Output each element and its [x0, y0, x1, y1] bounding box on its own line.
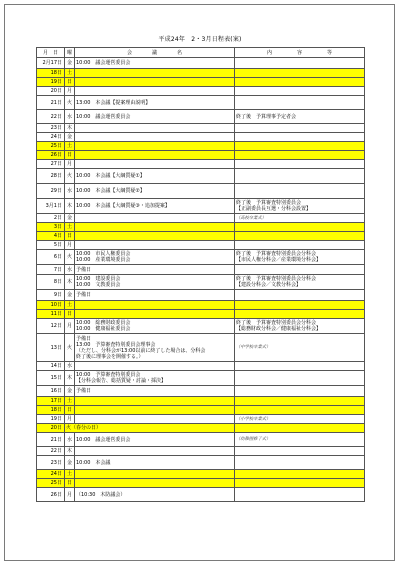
- row-date: 24日: [37, 133, 65, 142]
- row-date: 23日: [37, 456, 65, 470]
- row-event: 10:00 予算審査特別委員会 【分科会報告、総括質疑・討論・採決】: [75, 371, 235, 386]
- row-weekday: 火: [65, 250, 75, 265]
- table-row: [37, 87, 365, 96]
- row-date: 9日: [37, 290, 65, 301]
- row-content: [235, 214, 365, 223]
- row-weekday: 月: [65, 415, 75, 424]
- row-weekday: 日: [65, 232, 75, 241]
- table-row: [37, 223, 365, 232]
- row-event: [75, 214, 235, 223]
- row-event: [75, 232, 235, 241]
- row-weekday: 土: [65, 223, 75, 232]
- row-content: [235, 124, 365, 133]
- row-content: [235, 69, 365, 78]
- row-weekday: 水: [65, 265, 75, 275]
- row-content: [235, 397, 365, 406]
- row-content: [235, 479, 365, 488]
- row-weekday: 金: [65, 386, 75, 397]
- table-row: [37, 397, 365, 406]
- row-content: [235, 371, 365, 386]
- row-content-note: （中学校卒業式）: [236, 345, 271, 350]
- row-event: [75, 301, 235, 310]
- table-row: [37, 69, 365, 78]
- row-date: 17日: [37, 397, 65, 406]
- row-date: 20日: [37, 424, 65, 433]
- row-event: [75, 87, 235, 96]
- row-content: [235, 290, 365, 301]
- row-content: [235, 78, 365, 87]
- row-date: 19日: [37, 78, 65, 87]
- row-weekday: 月: [65, 488, 75, 502]
- row-content: [235, 386, 365, 397]
- row-weekday: 土: [65, 470, 75, 479]
- row-event: 10:00 本会議【大綱質疑①】: [75, 169, 235, 184]
- table-row: [37, 301, 365, 310]
- table-header-row: [37, 48, 365, 58]
- row-content: 終了後 予算審査特別委員会分科会 【建設分科会／文教分科会】: [235, 275, 365, 290]
- row-event: [75, 241, 235, 250]
- table-row: [37, 142, 365, 151]
- table-row: [37, 199, 365, 214]
- row-content: [235, 301, 365, 310]
- row-event: [75, 447, 235, 456]
- row-content: 終了後 予算審査特別委員会 【正副委員長互選・分科会設置】: [235, 199, 365, 214]
- row-date: 29日: [37, 184, 65, 199]
- row-date: 26日: [37, 488, 65, 502]
- row-content: [235, 151, 365, 160]
- row-event: 10:00 本会議【大綱質疑②】: [75, 184, 235, 199]
- row-date: 7日: [37, 265, 65, 275]
- row-date: 3月1日: [37, 199, 65, 214]
- row-content-note: （幼稚園修了式）: [236, 437, 271, 442]
- row-event: 予備日 13:00 予算審査特別委員会理事会 （ただし、分科会が13:00以前に終了した場合は、分科会 終了後に理事会を開催する。）: [75, 334, 235, 362]
- row-content: [235, 456, 365, 470]
- row-content: [235, 241, 365, 250]
- table-row: [37, 133, 365, 142]
- row-date: 13日: [37, 334, 65, 362]
- row-content: [235, 223, 365, 232]
- row-content: [235, 58, 365, 69]
- row-content: [235, 334, 365, 362]
- table-row: [37, 456, 365, 470]
- row-weekday: 木: [65, 124, 75, 133]
- row-event: [75, 160, 235, 169]
- row-weekday: 日: [65, 310, 75, 319]
- row-date: 12日: [37, 319, 65, 334]
- table-row: [37, 488, 365, 502]
- row-content: [235, 133, 365, 142]
- table-row: [37, 479, 365, 488]
- header-content: 内 容 等: [235, 48, 365, 58]
- row-date: 21日: [37, 96, 65, 110]
- header-month-day: 月 日: [37, 48, 65, 58]
- row-weekday: 木: [65, 199, 75, 214]
- row-weekday: 月: [65, 241, 75, 250]
- table-row: [37, 78, 365, 87]
- row-weekday: 水: [65, 433, 75, 447]
- row-event: 13:00 本会議【提案理由説明】: [75, 96, 235, 110]
- table-row: [37, 334, 365, 362]
- table-row: [37, 265, 365, 275]
- row-content: [235, 160, 365, 169]
- row-content: [235, 169, 365, 184]
- row-weekday: 月: [65, 319, 75, 334]
- row-event: 予備日: [75, 386, 235, 397]
- table-row: [37, 250, 365, 265]
- row-content: [235, 488, 365, 502]
- row-date: 6日: [37, 250, 65, 265]
- row-weekday: 月: [65, 160, 75, 169]
- table-row: [37, 169, 365, 184]
- row-event: [75, 362, 235, 371]
- row-weekday: 土: [65, 69, 75, 78]
- row-event: 10:00 議会運営委員会: [75, 110, 235, 124]
- row-date: 14日: [37, 362, 65, 371]
- row-event: 10:00 議会運営委員会: [75, 433, 235, 447]
- row-date: 18日: [37, 406, 65, 415]
- table-row: [37, 470, 365, 479]
- row-content-note: （小学校卒業式）: [236, 416, 271, 422]
- row-weekday: 火（春分の日）: [65, 424, 235, 433]
- table-row: [37, 124, 365, 133]
- row-event: [75, 397, 235, 406]
- table-row: [37, 151, 365, 160]
- row-event: 10:00 本会議: [75, 456, 235, 470]
- table-row: [37, 415, 365, 424]
- row-date: 10日: [37, 301, 65, 310]
- row-event: [75, 133, 235, 142]
- row-weekday: 金: [65, 214, 75, 223]
- row-date: 19日: [37, 415, 65, 424]
- row-date: 22日: [37, 447, 65, 456]
- row-event: [75, 142, 235, 151]
- row-weekday: 水: [65, 362, 75, 371]
- table-row: [37, 371, 365, 386]
- table-row: [37, 184, 365, 199]
- row-event: [75, 124, 235, 133]
- row-date: 18日: [37, 69, 65, 78]
- header-weekday: 曜: [65, 48, 75, 58]
- table-row: [37, 310, 365, 319]
- row-date: 16日: [37, 386, 65, 397]
- row-weekday: 土: [65, 301, 75, 310]
- row-weekday: 火: [65, 96, 75, 110]
- row-content: [235, 96, 365, 110]
- row-event: 10:00 議会運営委員会: [75, 58, 235, 69]
- row-event: 10:00 総務財政委員会 10:00 健康福祉委員会: [75, 319, 235, 334]
- table-row: [37, 275, 365, 290]
- table-row: [37, 406, 365, 415]
- row-date: 5日: [37, 241, 65, 250]
- row-event: [75, 470, 235, 479]
- row-weekday: 木: [65, 275, 75, 290]
- row-weekday: 土: [65, 142, 75, 151]
- row-event: [75, 151, 235, 160]
- row-content-note: （高校卒業式）: [236, 215, 267, 221]
- table-row: [37, 58, 365, 69]
- row-date: 21日: [37, 433, 65, 447]
- row-date: 3日: [37, 223, 65, 232]
- row-content: [235, 184, 365, 199]
- row-weekday: 金: [65, 58, 75, 69]
- row-content: [235, 362, 365, 371]
- row-event: [75, 223, 235, 232]
- table-row: [37, 232, 365, 241]
- header-event: 会 議 名: [75, 48, 235, 58]
- row-content: [235, 310, 365, 319]
- table-row: [37, 241, 365, 250]
- row-weekday: 水: [65, 110, 75, 124]
- table-row: [37, 214, 365, 223]
- table-row: [37, 362, 365, 371]
- row-weekday: 火: [65, 169, 75, 184]
- row-date: 28日: [37, 169, 65, 184]
- row-event: [75, 78, 235, 87]
- row-date: 15日: [37, 371, 65, 386]
- row-content: [235, 470, 365, 479]
- row-content: [235, 433, 365, 447]
- row-date: 2月17日: [37, 58, 65, 69]
- table-row: [37, 447, 365, 456]
- row-content: [235, 142, 365, 151]
- row-weekday: 木: [65, 447, 75, 456]
- row-weekday: 火: [65, 334, 75, 362]
- table-row: [37, 424, 365, 433]
- table-row: [37, 386, 365, 397]
- row-weekday: 土: [65, 397, 75, 406]
- table-row: [37, 110, 365, 124]
- row-content: 終了後 予算審査特別委員会分科会 【総務財政分科会／健康福祉分科会】: [235, 319, 365, 334]
- table-row: [37, 433, 365, 447]
- row-weekday: 日: [65, 151, 75, 160]
- row-date: 8日: [37, 275, 65, 290]
- row-event: [75, 479, 235, 488]
- row-content: 終了後 予算理事予定者会: [235, 110, 365, 124]
- row-date: 11日: [37, 310, 65, 319]
- row-date: 22日: [37, 110, 65, 124]
- row-date: 4日: [37, 232, 65, 241]
- document-title: 平成24年 2・3月日程表(案): [158, 36, 242, 43]
- row-content: [235, 447, 365, 456]
- row-content: [235, 265, 365, 275]
- row-event: [75, 310, 235, 319]
- row-content: [235, 232, 365, 241]
- row-weekday: 木: [65, 371, 75, 386]
- row-date: 26日: [37, 151, 65, 160]
- row-weekday: 日: [65, 78, 75, 87]
- row-weekday: 日: [65, 479, 75, 488]
- row-event: [75, 69, 235, 78]
- row-weekday: 日: [65, 406, 75, 415]
- row-content: [235, 406, 365, 415]
- row-event: 予備日: [75, 290, 235, 301]
- row-date: 23日: [37, 124, 65, 133]
- row-content: [235, 424, 365, 433]
- row-weekday: 金: [65, 133, 75, 142]
- table-row: [37, 96, 365, 110]
- row-content: [235, 415, 365, 424]
- row-event: 10:00 市民人権委員会 10:00 産業環境委員会: [75, 250, 235, 265]
- row-weekday: 月: [65, 87, 75, 96]
- row-event: [75, 415, 235, 424]
- row-event: [75, 406, 235, 415]
- schedule-body: [37, 58, 365, 502]
- row-date: 2日: [37, 214, 65, 223]
- row-weekday: 金: [65, 456, 75, 470]
- row-event: 10:00 建設委員会 10:00 文教委員会: [75, 275, 235, 290]
- row-weekday: 水: [65, 184, 75, 199]
- row-weekday: 金: [65, 290, 75, 301]
- row-date: 27日: [37, 160, 65, 169]
- row-event: （10:30 木防議会）: [75, 488, 235, 502]
- table-row: [37, 160, 365, 169]
- table-row: [37, 290, 365, 301]
- row-content: 終了後 予算審査特別委員会分科会 【市民人権分科会／産業環境分科会】: [235, 250, 365, 265]
- row-date: 24日: [37, 470, 65, 479]
- row-event: 10:00 本会議【大綱質疑③・追加提案】: [75, 199, 235, 214]
- row-date: 25日: [37, 142, 65, 151]
- row-event: 予備日: [75, 265, 235, 275]
- table-row: [37, 319, 365, 334]
- row-date: 25日: [37, 479, 65, 488]
- schedule-table: [36, 47, 365, 502]
- row-date: 20日: [37, 87, 65, 96]
- row-content: [235, 87, 365, 96]
